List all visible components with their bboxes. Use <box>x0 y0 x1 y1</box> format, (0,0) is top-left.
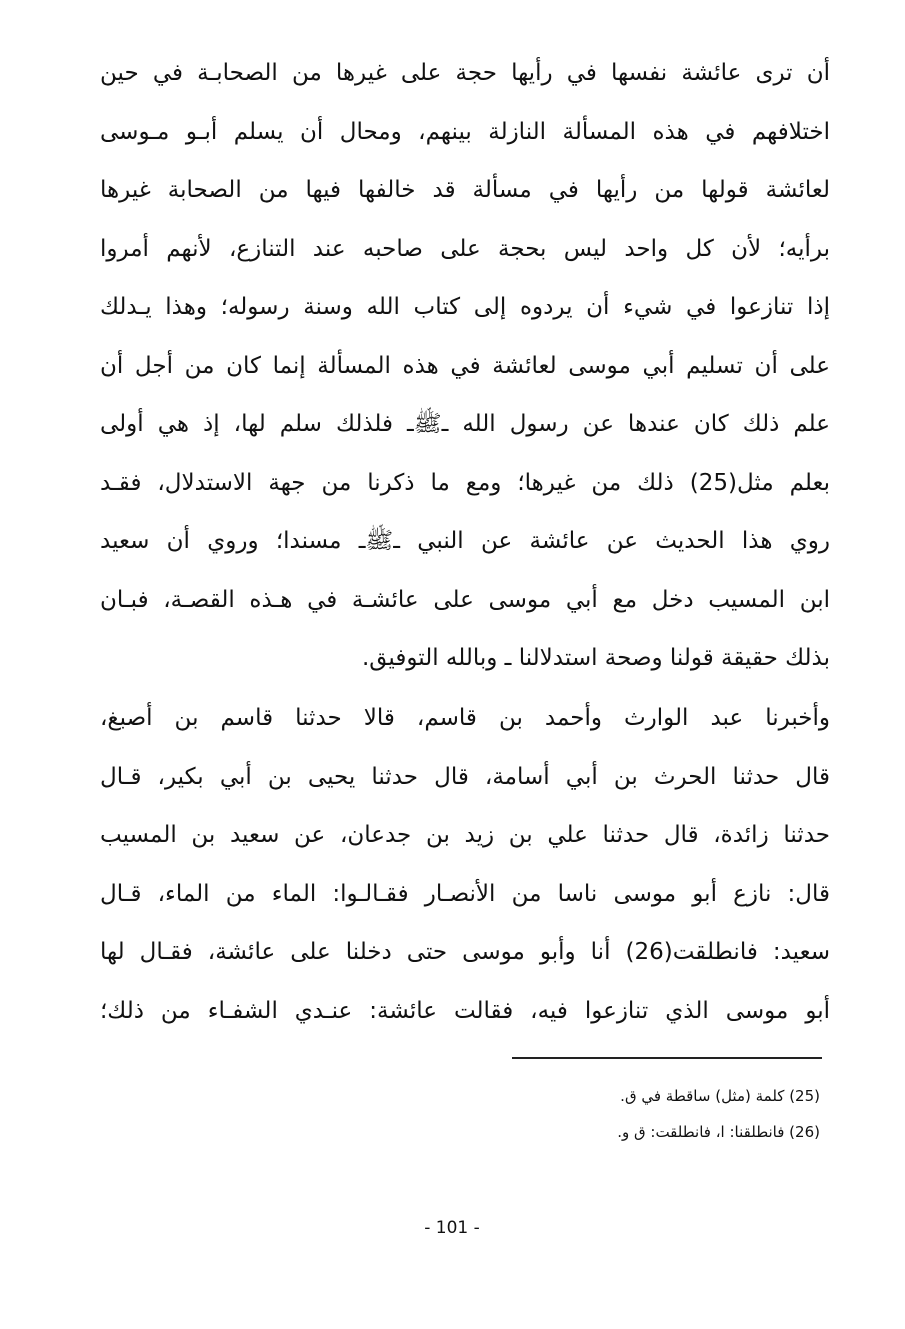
footnote: (26) فانطلقنا: ا، فانطلقت: ق و. <box>617 1123 820 1141</box>
page-number: - 101 - <box>424 1218 480 1238</box>
footnotes <box>400 1078 820 1150</box>
text-line: قال حدثنا الحرث بن أبي أسامة، قال حدثنا يحيى بن أبي بكير، قـال <box>100 763 830 790</box>
paragraph-1 <box>100 44 830 688</box>
text-line: ابن المسيب دخل مع أبي موسى على عائشـة في هـذه القصـة، فبـان <box>100 586 830 613</box>
footnote: (25) كلمة (مثل) ساقطة في ق. <box>620 1087 820 1105</box>
paragraph-2 <box>100 689 830 1040</box>
text-line: حدثنا زائدة، قال حدثنا علي بن زيد بن جدعان، عن سعيد بن المسيب <box>100 822 830 848</box>
text-line: روي هذا الحديث عن عائشة عن النبي ـﷺـ مسندا؛ وروي أن سعيد <box>100 528 830 554</box>
text-line: قال: نازع أبو موسى ناسا من الأنصـار فقـالـوا: الماء من الماء، قـال <box>100 880 830 907</box>
footnote-separator <box>512 1057 822 1059</box>
text-line: لعائشة قولها من رأيها في مسألة قد خالفها فيها من الصحابة غيرها <box>100 177 830 203</box>
text-line: اختلافهم في هذه المسألة النازلة بينهم، ومحال أن يسلم أبـو مـوسى <box>100 118 830 145</box>
text-line: سعيد: فانطلقت(26) أنا وأبو موسى حتى دخلنا على عائشة، فقـال لها <box>100 939 830 965</box>
text-line: أن ترى عائشة نفسها في رأيها حجة على غيرها من الصحابـة في حين <box>100 60 830 86</box>
text-line: علم ذلك كان عندها عن رسول الله ـﷺـ فلذلك سلم لها، إذ هي أولى <box>100 411 830 437</box>
text-line: وأخبرنا عبد الوارث وأحمد بن قاسم، قالا حدثنا قاسم بن أصبغ، <box>100 705 830 731</box>
text-line: أبو موسى الذي تنازعوا فيه، فقالت عائشة: عنـدي الشفـاء من ذلك؛ <box>100 997 830 1024</box>
text-line: على أن تسليم أبي موسى لعائشة في هذه المسألة إنما كان من أجل أن <box>100 352 830 379</box>
text-line: بذلك حقيقة قولنا وصحة استدلالنا ـ وبالله التوفيق. <box>361 645 830 671</box>
text-line: بعلم مثل(25) ذلك من غيرها؛ ومع ما ذكرنا من جهة الاستدلال، فقـد <box>100 469 830 496</box>
text-line: إذا تنازعوا في شيء أن يردوه إلى كتاب الله وسنة رسوله؛ وهذا يـدلك <box>100 294 830 320</box>
text-line: برأيه؛ لأن كل واحد ليس بحجة على صاحبه عند التنازع، لأنهم أمروا <box>100 235 830 262</box>
